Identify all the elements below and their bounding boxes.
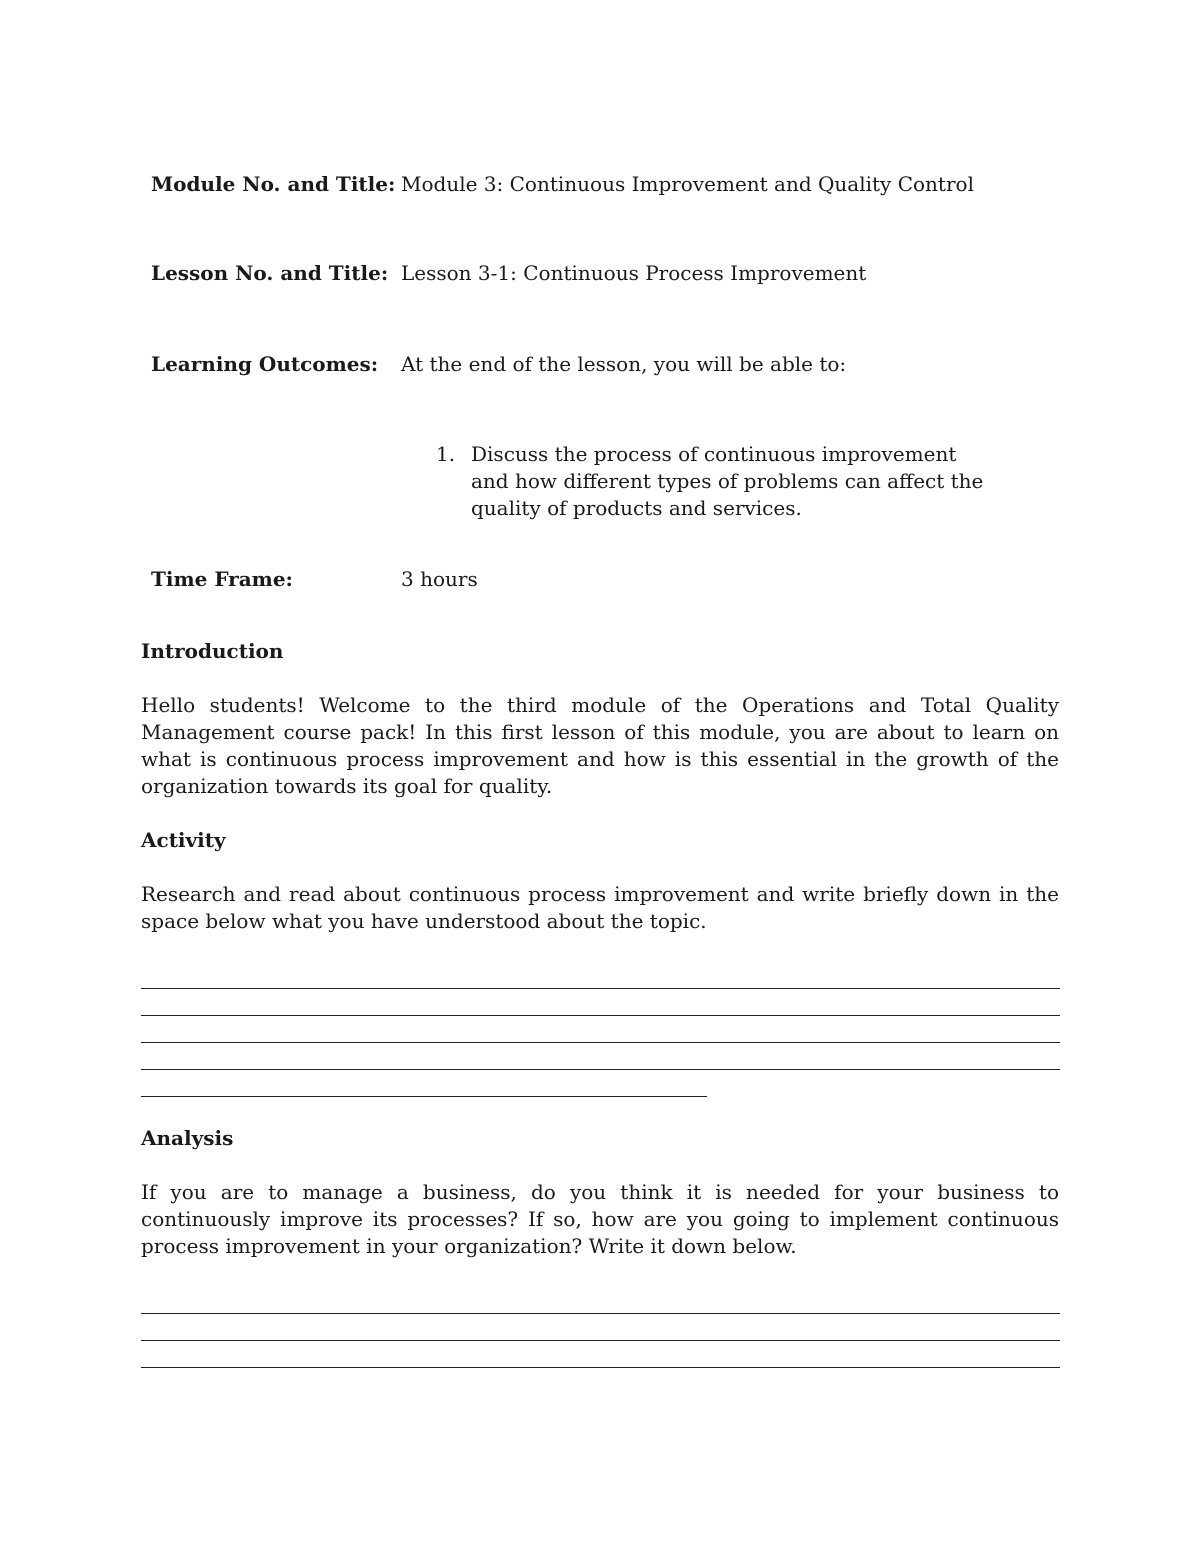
- introduction-paragraph: Hello students! Welcome to the third module of the Operations and Total Quality Management course pack! In this first lesson of this module, you are about to learn on what is continuous process improvement and how is this essential in the growth of the organization towards its goal for quality.: [141, 693, 1059, 798]
- activity-answer-line[interactable]: [141, 1015, 1060, 1016]
- outcomes-label: Learning Outcomes:: [151, 352, 379, 376]
- outcome-text: Discuss the process of continuous improvement and how different types of problems can affect the quality of products and services.: [471, 442, 984, 520]
- analysis-answer-line[interactable]: [141, 1367, 1060, 1368]
- analysis-answer-line[interactable]: [141, 1340, 1060, 1341]
- outcome-number: 1.: [436, 442, 456, 466]
- time-frame-label: Time Frame:: [151, 567, 293, 591]
- analysis-heading: Analysis: [141, 1126, 234, 1150]
- module-title: Module 3: Continuous Improvement and Quality Control: [401, 172, 974, 196]
- introduction-heading: Introduction: [141, 639, 284, 663]
- lesson-title: Lesson 3-1: Continuous Process Improvement: [401, 261, 867, 285]
- outcome-list: [436, 441, 996, 522]
- analysis-paragraph: If you are to manage a business, do you think it is needed for your business to continuously improve its processes? If so, how are you going to implement continuous process improvement in your organization? Write it down below.: [141, 1180, 1059, 1258]
- analysis-answer-line[interactable]: [141, 1313, 1060, 1314]
- activity-answer-line[interactable]: [141, 1042, 1060, 1043]
- activity-answer-line[interactable]: [141, 1096, 707, 1097]
- outcomes-intro: At the end of the lesson, you will be able to:: [401, 352, 847, 376]
- time-frame-value: 3 hours: [401, 567, 478, 591]
- list-item: [436, 441, 996, 522]
- activity-answer-line[interactable]: [141, 1069, 1060, 1070]
- activity-answer-line[interactable]: [141, 988, 1060, 989]
- activity-heading: Activity: [141, 828, 226, 852]
- module-label: Module No. and Title:: [151, 172, 396, 196]
- activity-paragraph: Research and read about continuous process improvement and write briefly down in the space below what you have understood about the topic.: [141, 882, 1059, 933]
- lesson-label: Lesson No. and Title:: [151, 261, 389, 285]
